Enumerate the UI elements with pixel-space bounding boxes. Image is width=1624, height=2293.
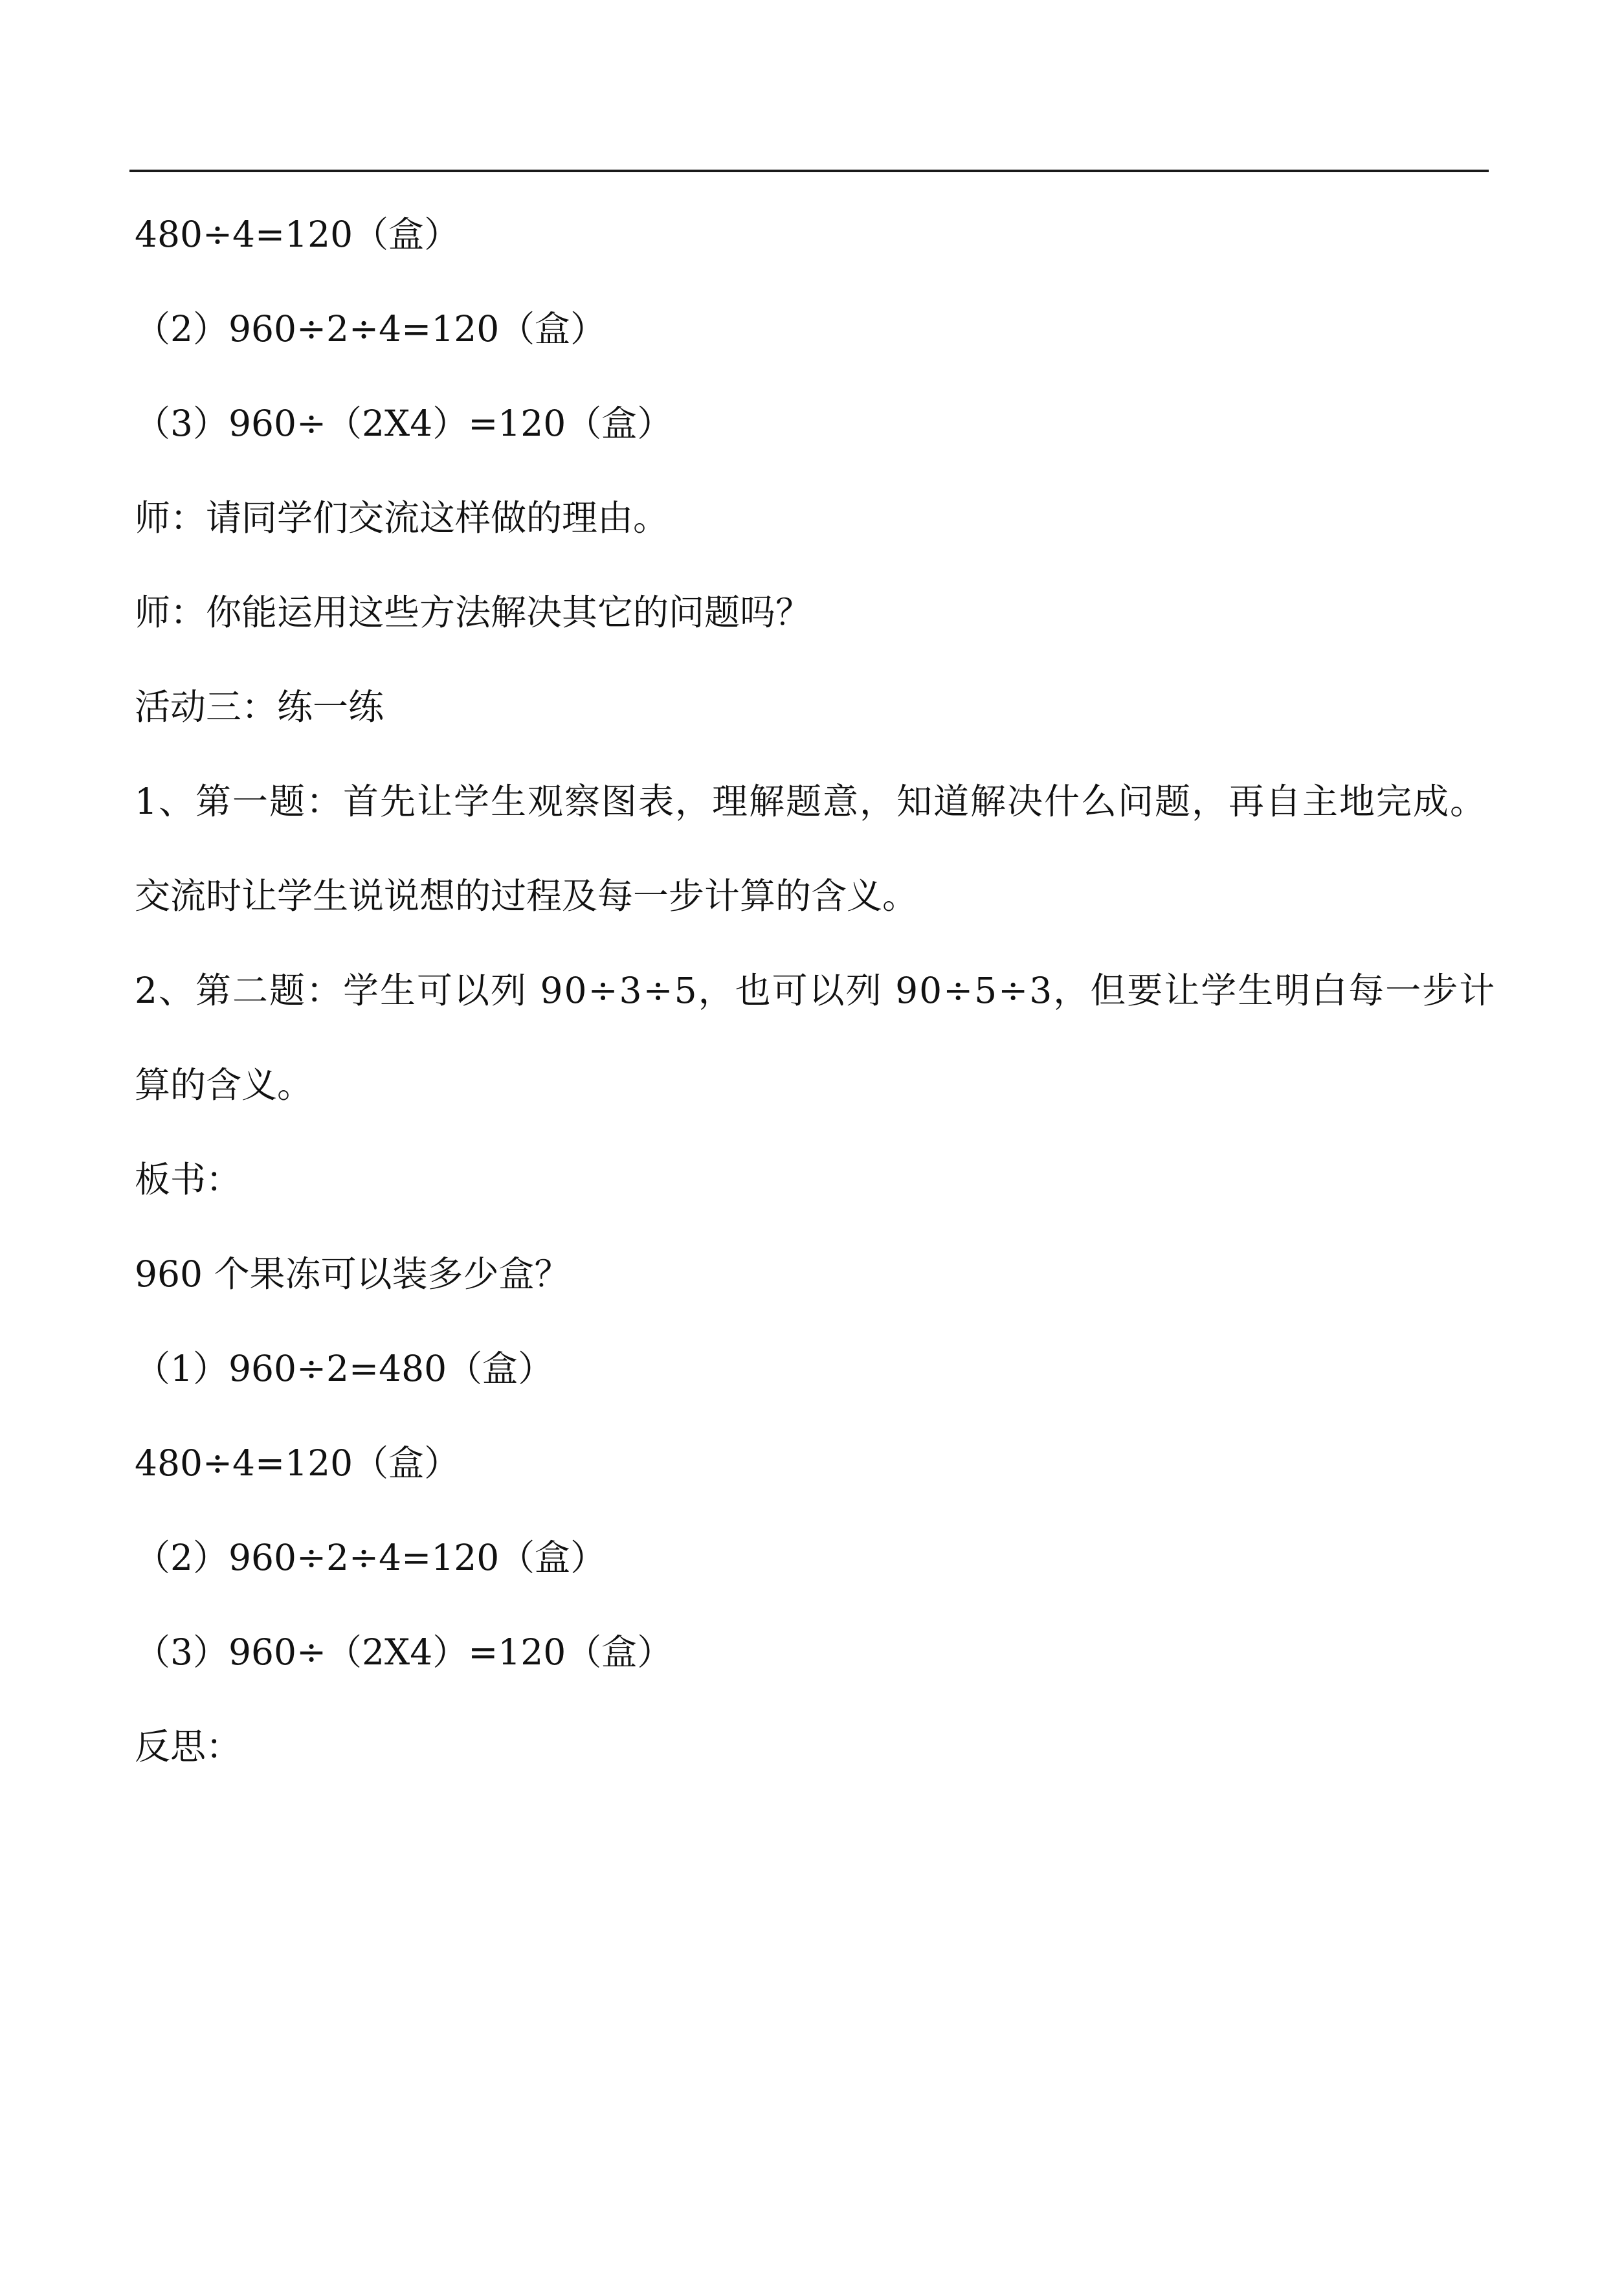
text-line-9: 2、第二题：学生可以列 90÷3÷5，也可以列 90÷5÷3，但要让学生明白每一步计 [135,970,1496,1011]
section-heading-board: 板书： [135,1159,242,1200]
text-line-10: 算的含义。 [135,1064,313,1106]
text-line-8: 交流时让学生说说想的过程及每一步计算的含义。 [135,875,918,917]
text-line-3: （3）960÷（2X4）=120（盒） [135,403,673,444]
document-body [135,201,1494,1807]
text-line-12: 960 个果冻可以装多少盒？ [135,1253,570,1295]
text-line-2: （2）960÷2÷4=120（盒） [135,308,606,350]
text-line-1: 480÷4=120（盒） [135,214,460,255]
text-line-5: 师：你能运用这些方法解决其它的问题吗？ [135,592,812,633]
section-heading-activity-3: 活动三：练一练 [135,686,384,728]
text-line-4: 师：请同学们交流这样做的理由。 [135,497,669,539]
text-line-14: 480÷4=120（盒） [135,1442,460,1484]
header-rule [129,170,1489,172]
text-line-15: （2）960÷2÷4=120（盒） [135,1537,606,1578]
section-heading-reflection: 反思： [135,1726,242,1767]
text-line-13: （1）960÷2=480（盒） [135,1348,554,1389]
text-line-7: 1、第一题：首先让学生观察图表，理解题意，知道解决什么问题，再自主地完成。 [135,781,1487,822]
text-line-16: （3）960÷（2X4）=120（盒） [135,1631,673,1673]
